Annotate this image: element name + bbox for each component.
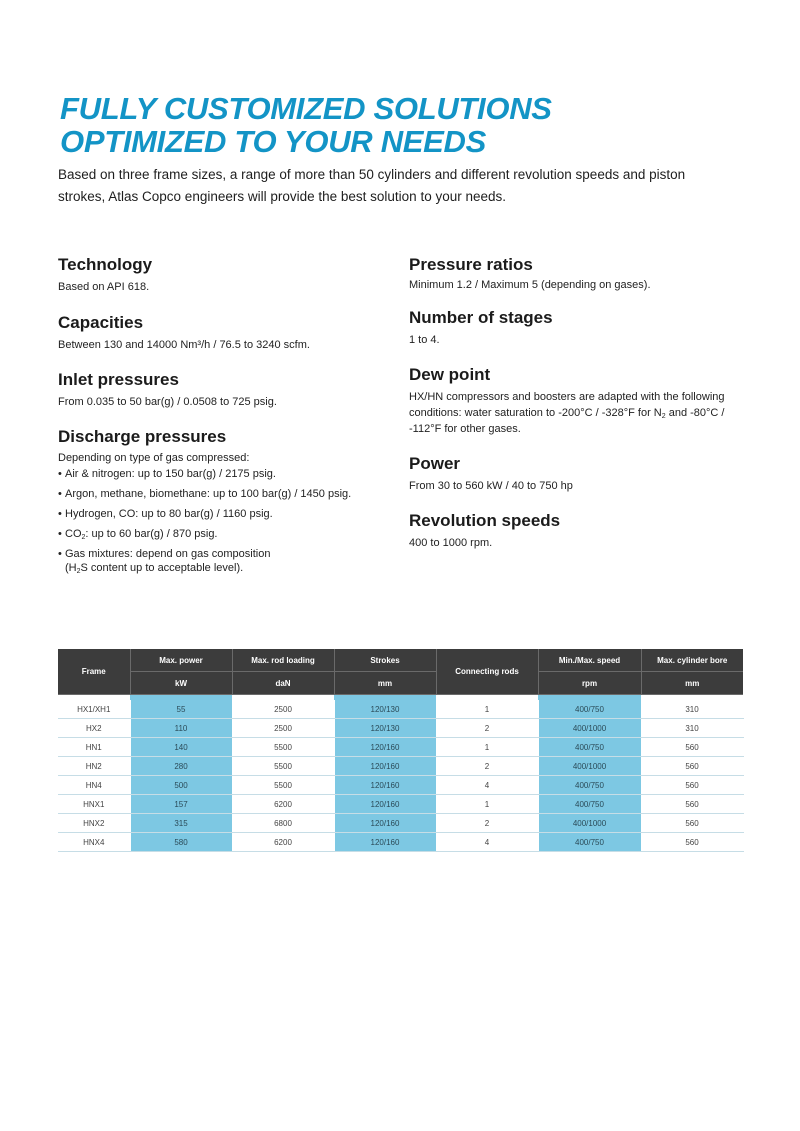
gas-air-text: Air & nitrogen: up to 150 bar(g) / 2175 psig. [65, 468, 276, 480]
col-header-power: Max. power [130, 649, 232, 672]
cell-connecting-rods: 4 [436, 833, 538, 852]
frame-specs-table [58, 649, 744, 852]
cell-bore: 310 [641, 700, 743, 719]
col-header-strokes: Strokes [334, 649, 436, 672]
cell-power: 140 [130, 738, 232, 757]
table-row [58, 814, 743, 833]
cell-power: 157 [130, 795, 232, 814]
unit-rod: daN [232, 672, 334, 695]
cell-connecting-rods: 2 [436, 719, 538, 738]
unit-power: kW [130, 672, 232, 695]
section-technology [58, 254, 152, 295]
power-heading: Power [409, 454, 461, 473]
section-power [409, 453, 573, 494]
technology-text: Based on API 618. [58, 281, 150, 293]
gas-mixtures-note [58, 561, 388, 575]
cell-strokes: 120/130 [334, 700, 436, 719]
cell-speed: 400/750 [538, 833, 641, 852]
table-row [58, 795, 743, 814]
cell-frame: HNX1 [58, 795, 130, 814]
cell-frame: HX2 [58, 719, 130, 738]
table-row [58, 776, 743, 795]
col-header-frame: Frame [58, 649, 130, 695]
section-inlet-pressures [58, 369, 277, 410]
gas-mixtures-text: Gas mixtures: depend on gas composition [65, 548, 271, 560]
col-header-bore: Max. cylinder bore [641, 649, 743, 672]
cell-rod-loading: 5500 [232, 738, 334, 757]
stages-heading: Number of stages [409, 308, 553, 327]
dew-text-b: and -80°C / -112°F for other gases. [409, 407, 725, 435]
discharge-gas-list [58, 467, 388, 575]
list-item: • Argon, methane, biomethane: up to 100 bar(g) / 1450 psig. [58, 488, 352, 500]
stages-text: 1 to 4. [409, 334, 440, 346]
cell-speed: 400/750 [538, 700, 641, 719]
cell-frame: HN1 [58, 738, 130, 757]
cell-frame: HNX4 [58, 833, 130, 852]
section-dew-point [409, 364, 729, 437]
cell-connecting-rods: 1 [436, 700, 538, 719]
cell-power: 315 [130, 814, 232, 833]
cell-bore: 560 [641, 795, 743, 814]
dew-text-a: HX/HN compressors and boosters are adapted with the following conditions: water saturation to -200°C / -328°F for N [409, 391, 725, 419]
cell-speed: 400/1000 [538, 719, 641, 738]
ratios-heading: Pressure ratios [409, 255, 533, 274]
cell-rod-loading: 5500 [232, 757, 334, 776]
list-item: • Air & nitrogen: up to 150 bar(g) / 2175 psig. [58, 468, 276, 480]
cell-bore: 560 [641, 833, 743, 852]
speeds-text: 400 to 1000 rpm. [409, 537, 493, 549]
cell-connecting-rods: 4 [436, 776, 538, 795]
inlet-heading: Inlet pressures [58, 370, 179, 389]
discharge-intro: Depending on type of gas compressed: [58, 452, 250, 464]
table-row [58, 738, 743, 757]
cell-frame: HN4 [58, 776, 130, 795]
headline-line-1: FULLY CUSTOMIZED SOLUTIONS [60, 91, 552, 126]
section-pressure-ratios [409, 254, 651, 293]
capacities-text: Between 130 and 14000 Nm³/h / 76.5 to 3240 scfm. [58, 339, 310, 351]
ratios-text: Minimum 1.2 / Maximum 5 (depending on gases). [409, 279, 651, 291]
gas-hydrogen-text: Hydrogen, CO: up to 80 bar(g) / 1160 psig. [65, 508, 273, 520]
cell-power: 280 [130, 757, 232, 776]
unit-speed: rpm [538, 672, 641, 695]
cell-strokes: 120/160 [334, 738, 436, 757]
h2s-subscript: 2 [76, 568, 81, 575]
cell-speed: 400/1000 [538, 814, 641, 833]
gas-co2-subscript: 2 [81, 534, 86, 541]
table-row [58, 719, 743, 738]
headline-line-2: OPTIMIZED TO YOUR NEEDS [60, 124, 487, 159]
cell-strokes: 120/130 [334, 719, 436, 738]
cell-frame: HN2 [58, 757, 130, 776]
page-headline [60, 92, 552, 158]
capacities-heading: Capacities [58, 313, 144, 332]
cell-connecting-rods: 2 [436, 814, 538, 833]
gas-argon-text: Argon, methane, biomethane: up to 100 bar(g) / 1450 psig. [65, 488, 352, 500]
cell-strokes: 120/160 [334, 776, 436, 795]
h2s-text: S content up to acceptable level). [80, 562, 244, 574]
technology-heading: Technology [58, 255, 153, 274]
section-revolution-speeds [409, 510, 560, 551]
speeds-heading: Revolution speeds [409, 511, 561, 530]
table-header-row [58, 649, 743, 672]
unit-strokes: mm [334, 672, 436, 695]
cell-speed: 400/750 [538, 738, 641, 757]
dew-heading: Dew point [409, 365, 491, 384]
table-row [58, 757, 743, 776]
cell-rod-loading: 2500 [232, 700, 334, 719]
intro-paragraph: Based on three frame sizes, a range of more than 50 cylinders and different revolution speeds and piston strokes, Atlas Copco engineers will provide the best solution to your needs. [58, 167, 686, 204]
cell-frame: HX1/XH1 [58, 700, 130, 719]
dew-text [409, 389, 729, 437]
cell-power: 580 [130, 833, 232, 852]
cell-rod-loading: 6200 [232, 833, 334, 852]
cell-speed: 400/750 [538, 795, 641, 814]
unit-bore: mm [641, 672, 743, 695]
cell-rod-loading: 6200 [232, 795, 334, 814]
cell-strokes: 120/160 [334, 757, 436, 776]
cell-power: 110 [130, 719, 232, 738]
cell-bore: 560 [641, 757, 743, 776]
dew-n2-subscript: 2 [661, 413, 666, 420]
gas-co2-prefix: CO [65, 528, 82, 540]
cell-power: 500 [130, 776, 232, 795]
cell-rod-loading: 6800 [232, 814, 334, 833]
cell-strokes: 120/160 [334, 833, 436, 852]
cell-speed: 400/750 [538, 776, 641, 795]
list-item: • $CO_2$: up to 60 bar(g) / 870 psig. [58, 528, 218, 541]
section-number-of-stages [409, 307, 553, 348]
h2s-prefix: (H [65, 562, 77, 574]
cell-power: 55 [130, 700, 232, 719]
section-discharge-pressures [58, 426, 388, 581]
cell-bore: 560 [641, 738, 743, 757]
col-header-rod: Max. rod loading [232, 649, 334, 672]
cell-connecting-rods: 2 [436, 757, 538, 776]
col-header-conn: Connecting rods [436, 649, 538, 695]
cell-bore: 560 [641, 776, 743, 795]
list-item: • Gas mixtures: depend on gas composition ($H_2S$ content up to acceptable level). [58, 547, 388, 575]
cell-bore: 310 [641, 719, 743, 738]
cell-connecting-rods: 1 [436, 795, 538, 814]
cell-strokes: 120/160 [334, 795, 436, 814]
section-capacities [58, 312, 310, 353]
discharge-heading: Discharge pressures [58, 427, 227, 446]
cell-speed: 400/1000 [538, 757, 641, 776]
cell-bore: 560 [641, 814, 743, 833]
power-text: From 30 to 560 kW / 40 to 750 hp [409, 480, 573, 492]
list-item: • Hydrogen, CO: up to 80 bar(g) / 1160 psig. [58, 508, 273, 520]
inlet-text: From 0.035 to 50 bar(g) / 0.0508 to 725 psig. [58, 396, 277, 408]
cell-rod-loading: 5500 [232, 776, 334, 795]
col-header-speed: Min./Max. speed [538, 649, 641, 672]
cell-connecting-rods: 1 [436, 738, 538, 757]
cell-frame: HNX2 [58, 814, 130, 833]
cell-rod-loading: 2500 [232, 719, 334, 738]
table-row [58, 700, 743, 719]
cell-strokes: 120/160 [334, 814, 436, 833]
table-body [58, 695, 743, 852]
table-row [58, 833, 743, 852]
table-units-row [58, 672, 743, 695]
gas-co2-text: : up to 60 bar(g) / 870 psig. [85, 528, 218, 540]
